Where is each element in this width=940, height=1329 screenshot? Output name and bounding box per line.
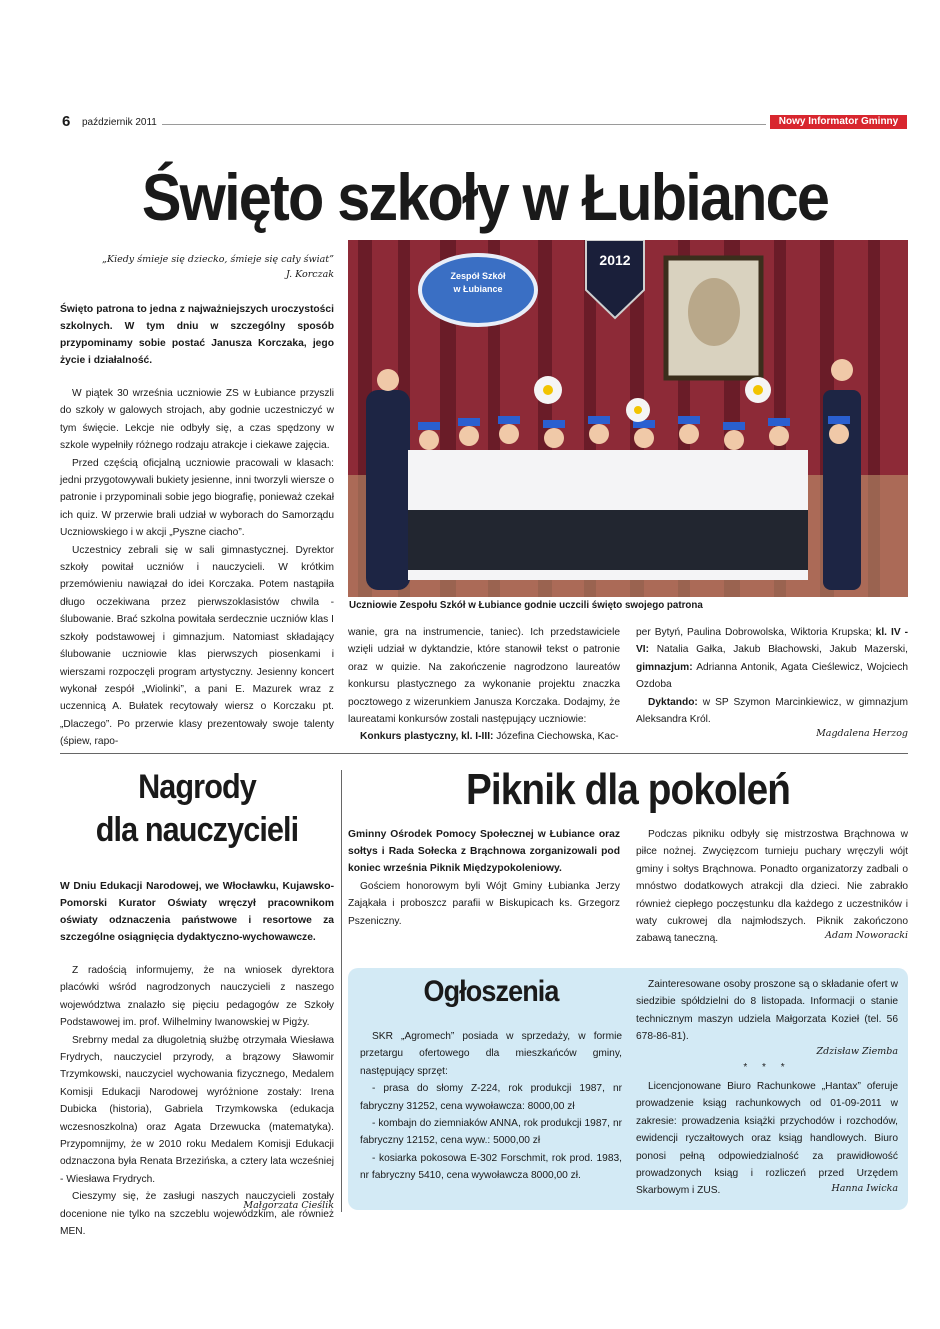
winners-text: Natalia Gałka, Jakub Błachowski, Jakub Mazerski, <box>649 644 908 656</box>
winners-text: per Bytyń, Paulina Dobrowolska, Wiktoria Krupska; <box>636 627 876 638</box>
article-column-1 <box>60 385 334 751</box>
separator: * * * <box>743 1062 791 1073</box>
article-column-3 <box>636 624 908 728</box>
announcement-1-cont <box>636 976 898 1046</box>
paragraph <box>636 624 908 694</box>
announcements-title: Ogłoszenia <box>423 975 559 1008</box>
paragraph: Gościem honorowym byli Wójt Gminy Łubianka Jerzy Zająkała i proboszcz parafii w Biskupicach ks. Grzegorz Pszeniczny. <box>348 881 620 927</box>
list-item: - kombajn do ziemniaków ANNA, rok produkcji 1987, nr fabryczny 12152, cena wyw.: 5000,00 zł <box>360 1118 622 1147</box>
list-item: - prasa do słomy Z-224, rok produkcji 1987, nr fabryczny 31252, cena wywoławcza: 8000,00 zł <box>360 1083 622 1112</box>
dictation-label: Dyktando: <box>648 696 698 708</box>
contest-winners: Józefina Ciechowska, Kac- <box>493 731 619 743</box>
paragraph: Uczestnicy zebrali się w sali gimnastycznej. Dyrektor szkoły powitał uczniów i nauczycieli. W krótkim przemówieniu nawiązał do idei Korczaka. Potem nastąpiła długo oczekiwana przez pierwszoklasistów chwila - ślubowanie. Brać szkolna powitała serdecznie uczniów klas I szkoły podstawowej i gimnazjum. Natomiast składający ślubowanie uczniowie klas pierwszych piosenkami i wierszami rozpoczęli program artystyczny. Jesienny koncert wykonał zespół „Wiolinki”, a pani E. Mazurek wraz z uczennicą A. Bułatek recytowały wiersz o Korczaku pt. „Dlaczego”. Po przerwie klasy prezentowały swoje talenty (śpiew, rapo- <box>60 544 334 748</box>
dictation-winners: w SP Szymon Marcinkiewicz, w gimnazjum Aleksandra Król. <box>636 696 908 726</box>
announcement-author: Hanna Iwicka <box>831 1183 898 1194</box>
ceremony-photo <box>348 240 908 597</box>
paragraph: Zainteresowane osoby proszone są o składanie ofert w siedzibie spółdzielni do 8 listopada. Informacji o stanie technicznym maszyn udziela Małgorzata Kozieł (tel. 56 678-86-81). <box>636 979 898 1043</box>
banner-line-1: Zespół Szkół <box>450 271 506 281</box>
paragraph: SKR „Agromech” posiada w sprzedaży, w formie przetargu ofertowego dla mieszkańców gminy, następujący sprzęt: <box>360 1031 622 1077</box>
paragraph: Cieszymy się, że zasługi naszych nauczycieli zostały docenione nie tylko na szczeblu wojewódzkim, ale również MEN. <box>60 1191 334 1238</box>
title-line-2: dla nauczycieli <box>95 811 299 849</box>
paragraph: Z radością informujemy, że na wniosek dyrektora placówki wśród nagrodzonych nauczycieli z naszego województwa znalazło się pięciu pedagogów ze Szkoły Podstawowej im. prof. Wilhelminy Iwanowskiej w Pigży. <box>60 965 334 1029</box>
epigraph-text: „Kiedy śmieje się dziecko, śmieje się cały świat” <box>102 254 334 265</box>
paragraph: wanie, gra na instrumencie, taniec). Ich przedstawiciele wzięli udział w dyktandzie, które stanowił tekst o patronie oraz w quizie. Na zakończenie nagrodzono laureatów konkursu plastycznego za wykonanie projektu znaczka pocztowego z wizerunkiem Janusza Korczaka. Dodajmy, że laureatami konkursów zostali następujący uczniowie: <box>348 627 620 726</box>
class-label: kl. IV -VI: <box>636 627 908 656</box>
column-divider <box>341 770 342 1212</box>
paragraph: Srebrny medal za długoletnią służbę otrzymała Wiesława Frydrych, nauczyciel przyrody, a brązowy Sławomir Trzymkowski, nauczyciel wychowania fizycznego, Medalem Komisji Edukacji Narodowej wyróżnione zostały: Irena Dubicka (historia), Gabriela Trzymkowska (edukacja wczesnoszkolna) oraz Agata Drzewucka (matematyka). Przypomnijmy, że w 2010 roku Medalem Komisji Edukacji odznaczona była Renata Brzezińska, a cztery lata wcześniej - Wiesława Frydrych. <box>60 1034 334 1185</box>
article-author: Adam Noworacki <box>825 930 908 941</box>
header-rule <box>162 124 766 125</box>
page-number: 6 <box>62 113 71 130</box>
article-lead: Gminny Ośrodek Pomocy Społecznej w Łubiance oraz sołtys i Rada Sołecka z Brąchnowa zorganizowali pod koniec września Piknik Międzypokoleniowy. <box>348 829 620 874</box>
photo-illustration <box>348 240 908 597</box>
paragraph: Podczas pikniku odbyły się mistrzostwa Brąchnowa w piłce nożnej. Zwycięzcom turnieju puchary wręczyli wójt gminy i sołtys Brąchnowa. Ponadto organizatorzy zadbali o mnóstwo dodatkowych atrakcji dla dzieci. Nie zabrakło również ciepłego poczęstunku dla każdego z uczestników i waty cukrowej dla najmłodszych. Piknik zakończono zabawą taneczną. <box>636 829 908 945</box>
article-lead: Święto patrona to jedna z najważniejszych uroczystości szkolnych. W tym dniu w szczególny sposób przypominamy sobie postać Janusza Korczaka, jego życie i działalność. <box>60 304 334 366</box>
issue-date: październik 2011 <box>82 117 157 128</box>
article-title: Święto szkoły w Łubiance <box>141 160 829 234</box>
title-line-1: Nagrody <box>138 768 256 806</box>
school-banner <box>433 270 523 296</box>
publication-badge: Nowy Informator Gminny <box>770 115 907 129</box>
article-column-2 <box>348 624 620 746</box>
article-author: Małgorzata Cieślik <box>243 1200 334 1211</box>
section-divider <box>60 753 908 754</box>
photo-caption: Uczniowie Zespołu Szkół w Łubiance godnie uczcili święto swojego patrona <box>349 600 703 611</box>
article-lead: W Dniu Edukacji Narodowej, we Włocławku, Kujawsko-Pomorski Kurator Oświaty wręczył pracownikom oświaty odznaczenia państwowe i resortowe za szczególne osiągnięcia dydaktyczno-wychowawcze. <box>60 881 334 943</box>
paragraph: Licencjonowane Biuro Rachunkowe „Hantax” oferuje prowadzenie ksiąg rachunkowych od 01-09-2011 w zakresie: prowadzenia książki przychodów i rozchodów, ewidencji ryczałtowych oraz ksiąg handlowych. Biuro ponosi pełną odpowiedzialność za prawidłowość prowadzonych ksiąg i rozliczeń przed Urzędem Skarbowym i ZUS. <box>636 1081 898 1197</box>
banner-line-2: w Łubiance <box>453 284 503 294</box>
announcement-author: Zdzisław Ziemba <box>816 1046 898 1057</box>
article-author: Magdalena Herzog <box>816 728 908 739</box>
list-item: - kosiarka pokosowa E-302 Forschmit, rok prod. 1983, nr fabryczny 5410, cena wywoławcza 8000,00 zł. <box>360 1152 622 1182</box>
article-body <box>60 962 334 1241</box>
epigraph <box>60 254 334 280</box>
year-shield: 2012 <box>599 252 631 268</box>
article-body <box>348 878 620 930</box>
paragraph <box>636 694 908 729</box>
announcement-2 <box>636 1078 898 1200</box>
contest-label: Konkurs plastyczny, kl. I-III: <box>360 731 494 743</box>
article-title: Piknik dla pokoleń <box>465 765 791 814</box>
announcement-1 <box>360 1028 622 1185</box>
winners-text: Adrianna Antonik, Agata Cieślewicz, Wojciech Ozdoba <box>636 661 908 691</box>
paragraph <box>348 728 620 745</box>
article-title <box>74 766 321 852</box>
paragraph: Przed częścią oficjalną uczniowie pracowali w klasach: jedni przygotowywali bukiety jesienne, inni tworzyli wiersze o patronie i przypominali sobie jego biografię, ponieważ czekał ich quiz. W przerwie brali udział w wyborach do Samorządu Uczniowskiego i w akcji „Pyszne ciacho”. <box>60 457 334 539</box>
class-label: gimnazjum: <box>636 661 693 673</box>
paragraph: W piątek 30 września uczniowie ZS w Łubiance przyszli do szkoły w galowych strojach, aby godnie uczestniczyć w tym święcie. Lekcje nie odbyły się, a czas spędzony w szkole wypełniły różnego rodzaju atrakcje i ciekawe zajęcia. <box>60 388 334 452</box>
epigraph-author: J. Korczak <box>286 269 334 280</box>
